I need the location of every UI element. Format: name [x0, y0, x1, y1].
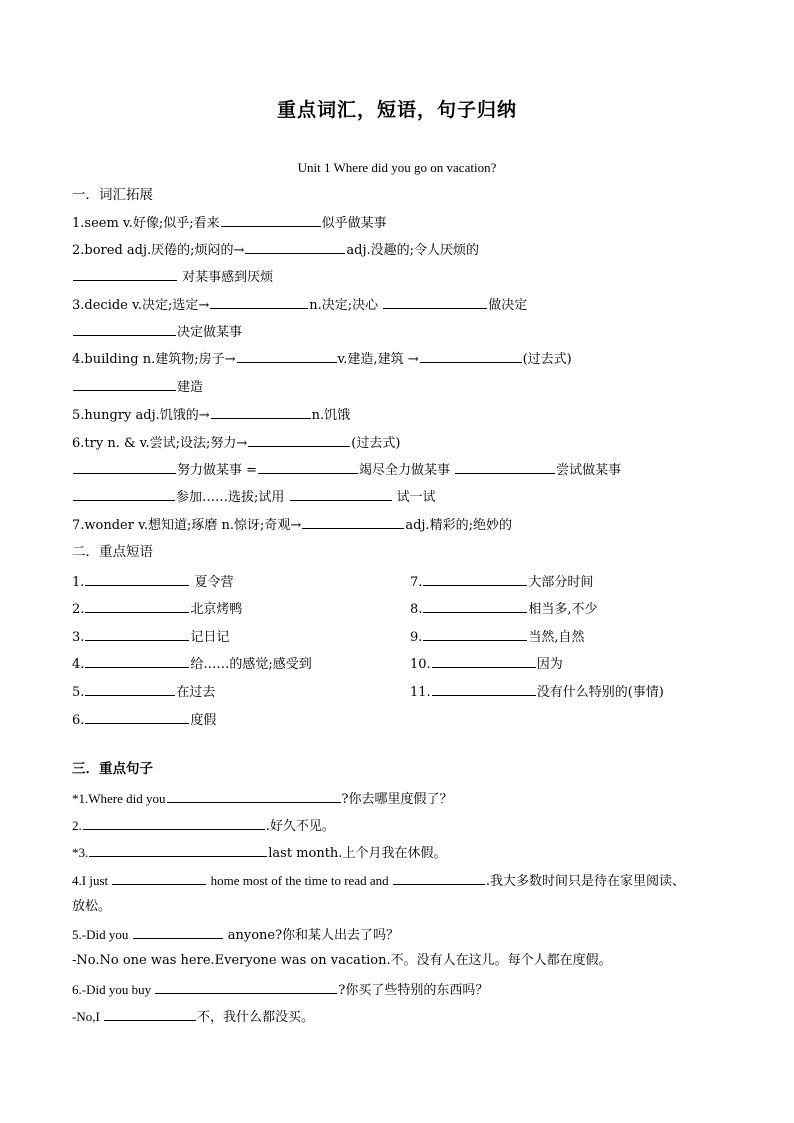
vocab-text: (过去式)	[351, 436, 401, 451]
phrase-item	[72, 682, 215, 702]
section-phrases-heading: 二．重点短语	[72, 544, 153, 560]
vocab-line-4	[72, 295, 527, 315]
answer-blank[interactable]	[423, 599, 527, 613]
sentence-line-3	[72, 843, 446, 863]
phrase-item	[410, 682, 664, 702]
vocab-text: 3.decide v.决定;选定→	[72, 298, 210, 313]
answer-blank[interactable]	[432, 654, 536, 668]
vocab-line-7	[72, 377, 203, 397]
phrase-meaning: 当然,自然	[528, 630, 585, 645]
answer-blank[interactable]	[112, 871, 206, 885]
answer-blank[interactable]	[245, 240, 345, 254]
phrase-meaning: 大部分时间	[528, 575, 594, 590]
answer-blank[interactable]	[423, 627, 527, 641]
vocab-line-11	[72, 487, 436, 507]
sentence-text: 不，我什么都没买。	[197, 1010, 315, 1025]
section-sentences-heading: 三．重点句子	[72, 761, 153, 777]
vocab-line-5	[72, 322, 242, 342]
vocab-line-3	[72, 267, 273, 287]
answer-blank[interactable]	[85, 654, 189, 668]
vocab-text: 似乎做某事	[321, 216, 387, 231]
sentence-line-7	[72, 980, 488, 1000]
phrase-meaning: 因为	[536, 657, 563, 672]
answer-blank[interactable]	[73, 487, 175, 501]
phrase-item	[72, 627, 229, 647]
sentence-line-6: -No.No one was here.Everyone was on vacation.不。没有人在这儿。每个人都在度假。	[72, 953, 612, 968]
sentence-text: 6.-Did you buy	[72, 982, 155, 997]
sentence-text: .好久不见。	[265, 819, 335, 834]
answer-blank[interactable]	[210, 295, 308, 309]
sentence-text: 4.I just	[72, 873, 112, 888]
vocab-line-1	[72, 213, 387, 233]
answer-blank[interactable]	[167, 789, 341, 803]
phrase-number: 9.	[410, 630, 423, 645]
sentence-line-4	[72, 871, 685, 891]
vocab-line-9	[72, 433, 400, 453]
sentence-text: last month.上个月我在休假。	[268, 846, 447, 861]
answer-blank[interactable]	[104, 1007, 196, 1021]
answer-blank[interactable]	[85, 572, 189, 586]
sentence-line-1	[72, 789, 453, 809]
phrase-meaning: 记日记	[190, 630, 230, 645]
vocab-text: 建造	[177, 380, 204, 395]
section-vocab-heading: 一．词汇拓展	[72, 187, 153, 203]
phrase-meaning: 没有什么特别的(事情)	[536, 685, 664, 700]
sentence-line-4-cont: 放松。	[72, 899, 112, 914]
answer-blank[interactable]	[85, 682, 175, 696]
vocab-text: 决定做某事	[177, 325, 243, 340]
sentence-text: ?你去哪里度假了？	[341, 792, 453, 807]
answer-blank[interactable]	[237, 349, 337, 363]
sentence-text: *3.	[72, 845, 89, 860]
sentence-text: ?你买了些特别的东西吗？	[338, 983, 489, 998]
sentence-text: anyone?你和某人出去了吗？	[223, 928, 400, 943]
vocab-line-12	[72, 515, 512, 535]
vocab-text: 1.seem v.好像;似乎;看来	[72, 216, 220, 231]
phrase-number: 3.	[72, 630, 85, 645]
phrase-number: 8.	[410, 602, 423, 617]
vocab-line-10	[72, 460, 621, 480]
phrase-number: 5.	[72, 685, 85, 700]
vocab-text: 2.bored adj.厌倦的;烦闷的→	[72, 243, 245, 258]
phrase-item	[410, 572, 593, 592]
phrase-item	[72, 572, 234, 592]
sentence-text: 2.	[72, 818, 82, 833]
answer-blank[interactable]	[393, 871, 485, 885]
answer-blank[interactable]	[432, 682, 536, 696]
answer-blank[interactable]	[73, 460, 176, 474]
vocab-text: 参加……选拔;试用	[176, 490, 289, 505]
sentence-text: 5.-Did you	[72, 927, 132, 942]
answer-blank[interactable]	[85, 710, 189, 724]
phrase-item	[72, 710, 216, 730]
vocab-text: 竭尽全力做某事	[359, 463, 455, 478]
vocab-text: 试一试	[392, 490, 436, 505]
answer-blank[interactable]	[248, 433, 350, 447]
phrase-number: 11.	[410, 685, 431, 700]
phrase-meaning: 度假	[190, 713, 217, 728]
phrase-number: 6.	[72, 713, 85, 728]
sentence-line-8	[72, 1007, 314, 1027]
vocab-text: 7.wonder v.想知道;琢磨 n.惊讶;奇观→	[72, 518, 302, 533]
vocab-text: 对某事感到厌烦	[178, 270, 274, 285]
vocab-line-8	[72, 405, 350, 425]
answer-blank[interactable]	[73, 267, 177, 281]
sentence-line-5	[72, 925, 399, 945]
answer-blank[interactable]	[83, 816, 265, 830]
unit-subtitle: Unit 1 Where did you go on vacation?	[297, 160, 497, 175]
vocab-text: adj.精彩的;绝妙的	[405, 518, 512, 533]
vocab-line-6	[72, 349, 572, 369]
vocab-text: 努力做某事 =	[177, 463, 258, 478]
answer-blank[interactable]	[85, 627, 189, 641]
answer-blank[interactable]	[89, 843, 267, 857]
answer-blank[interactable]	[423, 572, 527, 586]
answer-blank[interactable]	[383, 295, 487, 309]
answer-blank[interactable]	[420, 349, 522, 363]
phrase-item	[72, 599, 242, 619]
phrase-item	[410, 627, 585, 647]
sentence-line-2	[72, 816, 335, 836]
phrase-number: 2.	[72, 602, 85, 617]
page-title: 重点词汇，短语，句子归纳	[276, 99, 517, 121]
answer-blank[interactable]	[85, 599, 189, 613]
vocab-text: v.建造,建筑 →	[337, 352, 419, 367]
vocab-text: 4.building n.建筑物;房子→	[72, 352, 236, 367]
phrase-meaning: 相当多,不少	[528, 602, 598, 617]
vocab-text: 尝试做某事	[556, 463, 622, 478]
vocab-text: adj.没趣的;令人厌烦的	[346, 243, 480, 258]
answer-blank[interactable]	[73, 377, 176, 391]
vocab-text: 做决定	[488, 298, 528, 313]
answer-blank[interactable]	[133, 925, 223, 939]
vocab-text: 5.hungry adj.饥饿的→	[72, 408, 210, 423]
sentence-text: .我大多数时间只是待在家里阅读、	[485, 874, 685, 889]
answer-blank[interactable]	[155, 980, 337, 994]
answer-blank[interactable]	[258, 460, 358, 474]
phrase-meaning: 给……的感觉;感受到	[190, 657, 312, 672]
phrase-meaning: 在过去	[176, 685, 216, 700]
vocab-line-2	[72, 240, 479, 260]
phrase-number: 1.	[72, 575, 85, 590]
sentence-text: home most of the time to read and	[207, 873, 392, 888]
sentence-text: *1.Where did you	[72, 791, 166, 806]
phrase-number: 10.	[410, 657, 431, 672]
answer-blank[interactable]	[302, 515, 404, 529]
phrase-item	[410, 599, 598, 619]
phrase-item	[72, 654, 312, 674]
vocab-text: 6.try n. & v.尝试;设法;努力→	[72, 436, 248, 451]
answer-blank[interactable]	[455, 460, 555, 474]
sentence-text: -No,I	[72, 1009, 104, 1024]
vocab-text: (过去式)	[522, 352, 572, 367]
phrase-number: 4.	[72, 657, 85, 672]
answer-blank[interactable]	[211, 405, 311, 419]
phrase-meaning: 北京烤鸭	[190, 602, 243, 617]
phrase-number: 7.	[410, 575, 423, 590]
answer-blank[interactable]	[73, 322, 176, 336]
phrase-item	[410, 654, 563, 674]
vocab-text: n.饥饿	[311, 408, 351, 423]
vocab-text: n.决定;决心	[309, 298, 383, 313]
answer-blank[interactable]	[221, 213, 321, 227]
phrase-meaning: 夏令营	[190, 575, 234, 590]
answer-blank[interactable]	[290, 487, 392, 501]
